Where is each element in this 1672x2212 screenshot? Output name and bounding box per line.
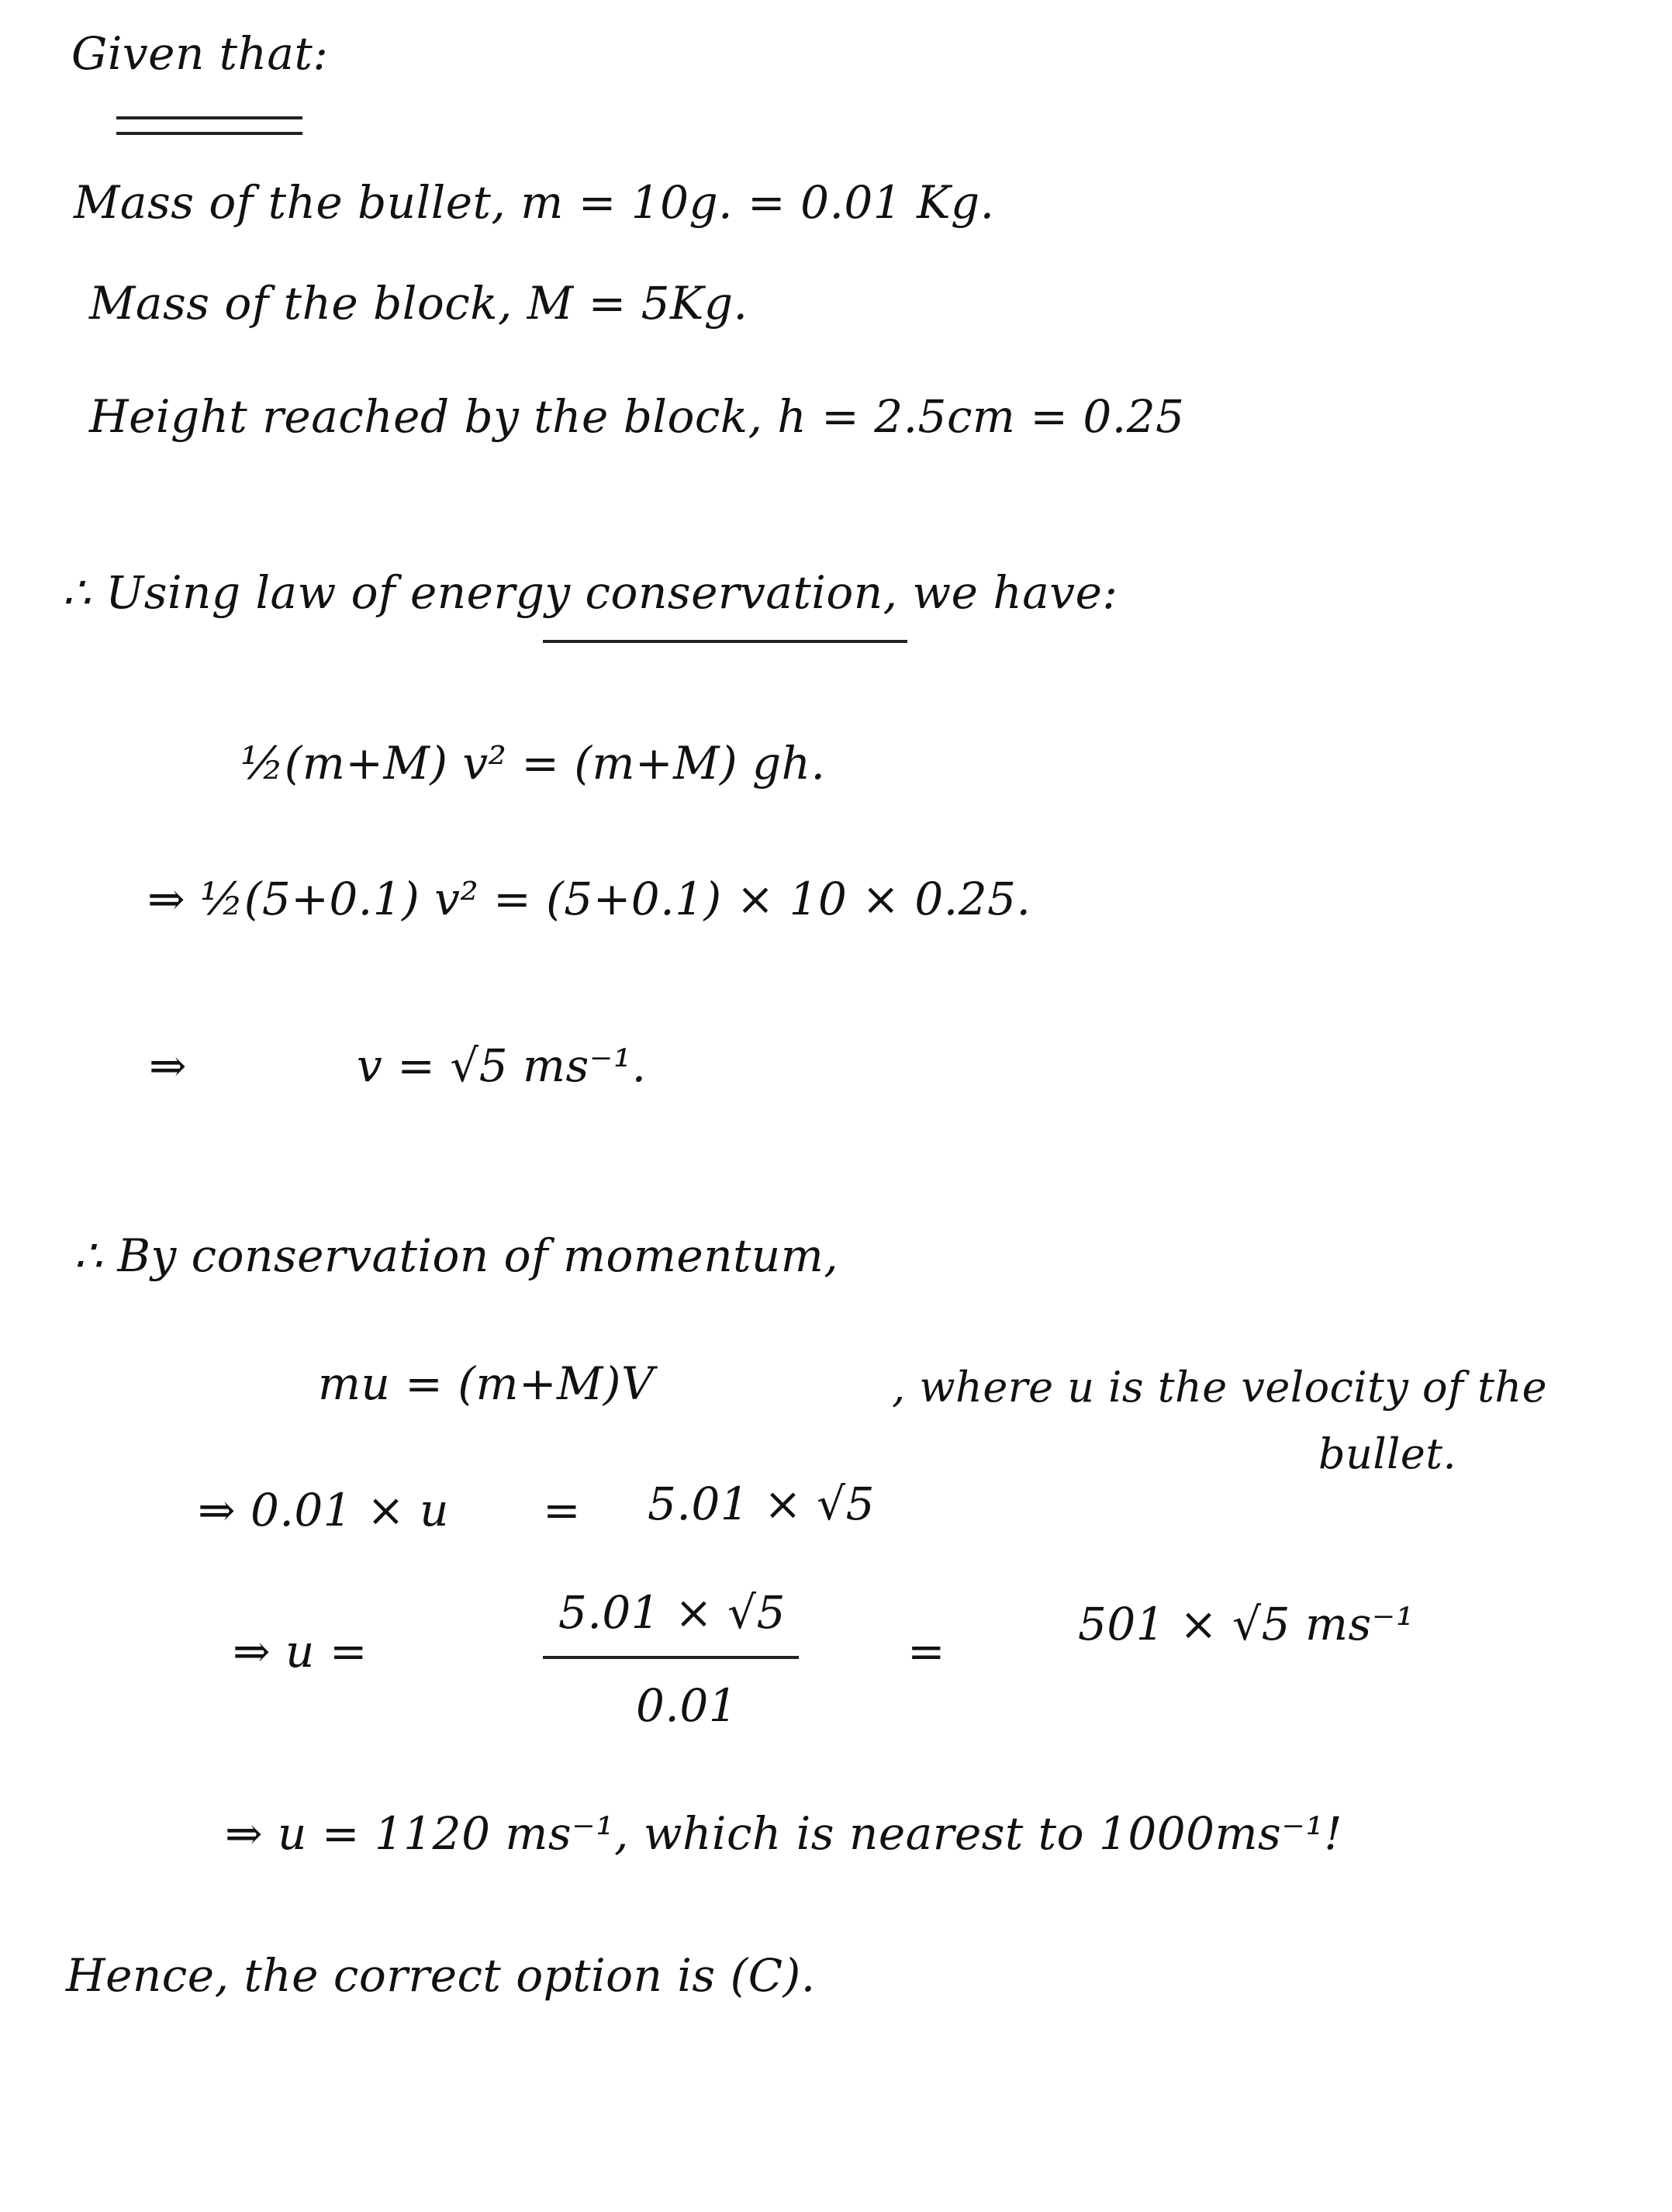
energy-result-velocity: v = √5 ms⁻¹.: [357, 1039, 647, 1092]
momentum-intro: ∴ By conservation of momentum,: [74, 1229, 839, 1282]
energy-equation-2: ⇒ ½(5+0.1) v² = (5+0.1) × 10 × 0.25.: [147, 873, 1031, 925]
final-velocity-statement: ⇒ u = 1120 ms⁻¹, which is nearest to 1000ms⁻¹!: [225, 1807, 1342, 1860]
given-mass-bullet: Mass of the bullet, m = 10g. = 0.01 Kg.: [74, 176, 995, 229]
fraction-equals: =: [907, 1625, 946, 1678]
heading-given-that: Given that:: [71, 27, 329, 80]
conclusion-statement: Hence, the correct option is (C).: [66, 1949, 816, 2002]
fraction-result: 501 × √5 ms⁻¹: [1078, 1598, 1415, 1650]
energy-equation-1: ½(m+M) v² = (m+M) gh.: [240, 737, 826, 790]
momentum-substitution-left: ⇒ 0.01 × u: [198, 1484, 449, 1536]
energy-result-arrow: ⇒: [149, 1039, 188, 1092]
momentum-where-continued: bullet.: [1318, 1429, 1457, 1478]
fraction-denominator: 0.01: [636, 1679, 738, 1732]
momentum-substitution-equals: =: [543, 1484, 582, 1536]
momentum-where-clause: , where u is the velocity of the: [892, 1363, 1548, 1412]
energy-underline: [543, 640, 907, 643]
given-height: Height reached by the block, h = 2.5cm = 0.25: [89, 390, 1185, 443]
heading-underline-2: [116, 132, 302, 135]
given-mass-block: Mass of the block, M = 5Kg.: [89, 277, 748, 330]
heading-underline-1: [116, 116, 302, 119]
momentum-substitution-right: 5.01 × √5: [648, 1478, 875, 1530]
fraction-numerator: 5.01 × √5: [558, 1586, 786, 1639]
momentum-equation: mu = (m+M)V: [318, 1357, 655, 1410]
fraction-bar: [543, 1656, 799, 1659]
u-label: ⇒ u =: [233, 1625, 368, 1678]
energy-intro: ∴ Using law of energy conservation, we have:: [62, 566, 1118, 619]
